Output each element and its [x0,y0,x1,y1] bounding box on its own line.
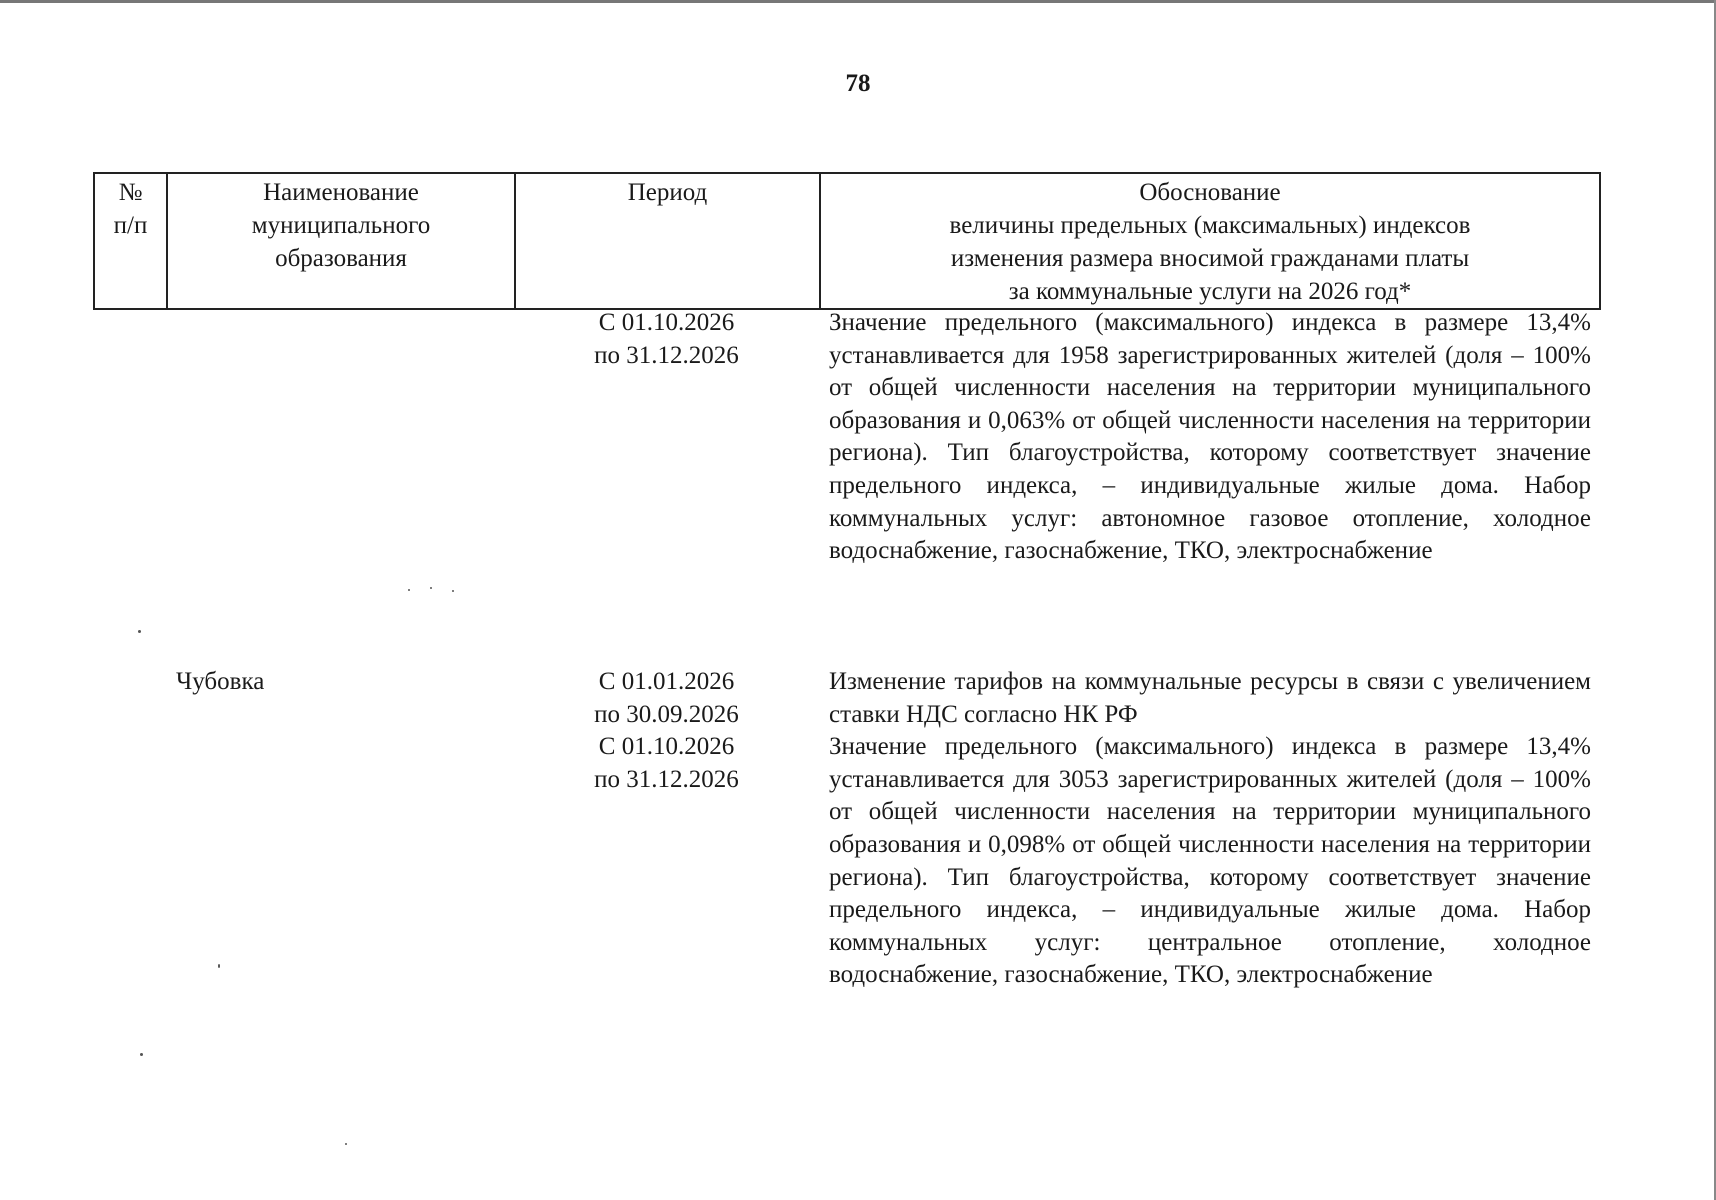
header-justification-cell [820,173,1600,309]
justification-cell [829,666,1591,992]
scan-speck [408,589,410,591]
period-line: по 31.12.2026 [594,765,739,793]
period-line: С 01.01.2026 [598,668,735,695]
header-num-line: № [118,179,143,206]
header-name-line: образования [275,245,407,272]
period-line: по 30.09.2026 [594,700,739,728]
page-number: 78 [845,70,871,97]
scan-speck [140,1053,143,1056]
header-justification-line: величины предельных (максимальных) индексов [949,212,1471,239]
header-justification-line: Обоснование [1139,179,1281,206]
period-cell [520,666,813,796]
scan-speck [218,964,220,968]
period-line: по 31.12.2026 [594,341,739,369]
scan-speck [452,590,454,592]
justification-cell [829,307,1591,568]
header-name-cell [167,173,515,309]
scan-speck [345,1143,347,1145]
period-line: С 01.10.2026 [598,309,735,336]
header-name-line: Наименование [263,179,419,206]
scan-speck [430,587,432,589]
header-period-label: Период [627,179,708,206]
header-period-cell [515,173,820,309]
municipality-name: Чубовка [176,668,265,695]
justification-paragraph: Изменение тарифов на коммунальные ресурсы в связи с увеличением ставки НДС согласно НК РФ [829,668,1591,728]
header-justification-line: изменения размера вносимой гражданами платы [950,245,1470,272]
justification-paragraph: Значение предельного (максимального) индекса в размере 13,4% устанавливается для 3053 зарегистрированных жителей (доля – 100% от общей численности населения на территории муниципального образования и 0,098% от общей численности населения на территории региона). Тип благоустройства, которому соответствует значение предельного индекса, – индивидуальные жилые дома. Набор коммунальных услуг: центральное отопление, холодное водоснабжение, газоснабжение, ТКО, электроснабжение [829,733,1591,989]
scan-edge-top [0,0,1716,3]
header-num-cell [94,173,167,309]
justification-paragraph: Значение предельного (максимального) индекса в размере 13,4% устанавливается для 1958 зарегистрированных жителей (доля – 100% от общей численности населения на территории муниципального образования и 0,063% от общей численности населения на территории региона). Тип благоустройства, которому соответствует значение предельного индекса, – индивидуальные жилые дома. Набор коммунальных услуг: автономное газовое отопление, холодное водоснабжение, газоснабжение, ТКО, электроснабжение [829,309,1591,565]
header-num-line: п/п [113,212,148,239]
scan-speck [138,630,141,633]
period-line: С 01.10.2026 [598,733,735,761]
header-justification-line: за коммунальные услуги на 2026 год* [1008,278,1412,305]
period-cell [520,307,813,372]
header-name-line: муниципального [251,212,431,239]
table-header [93,172,1601,310]
